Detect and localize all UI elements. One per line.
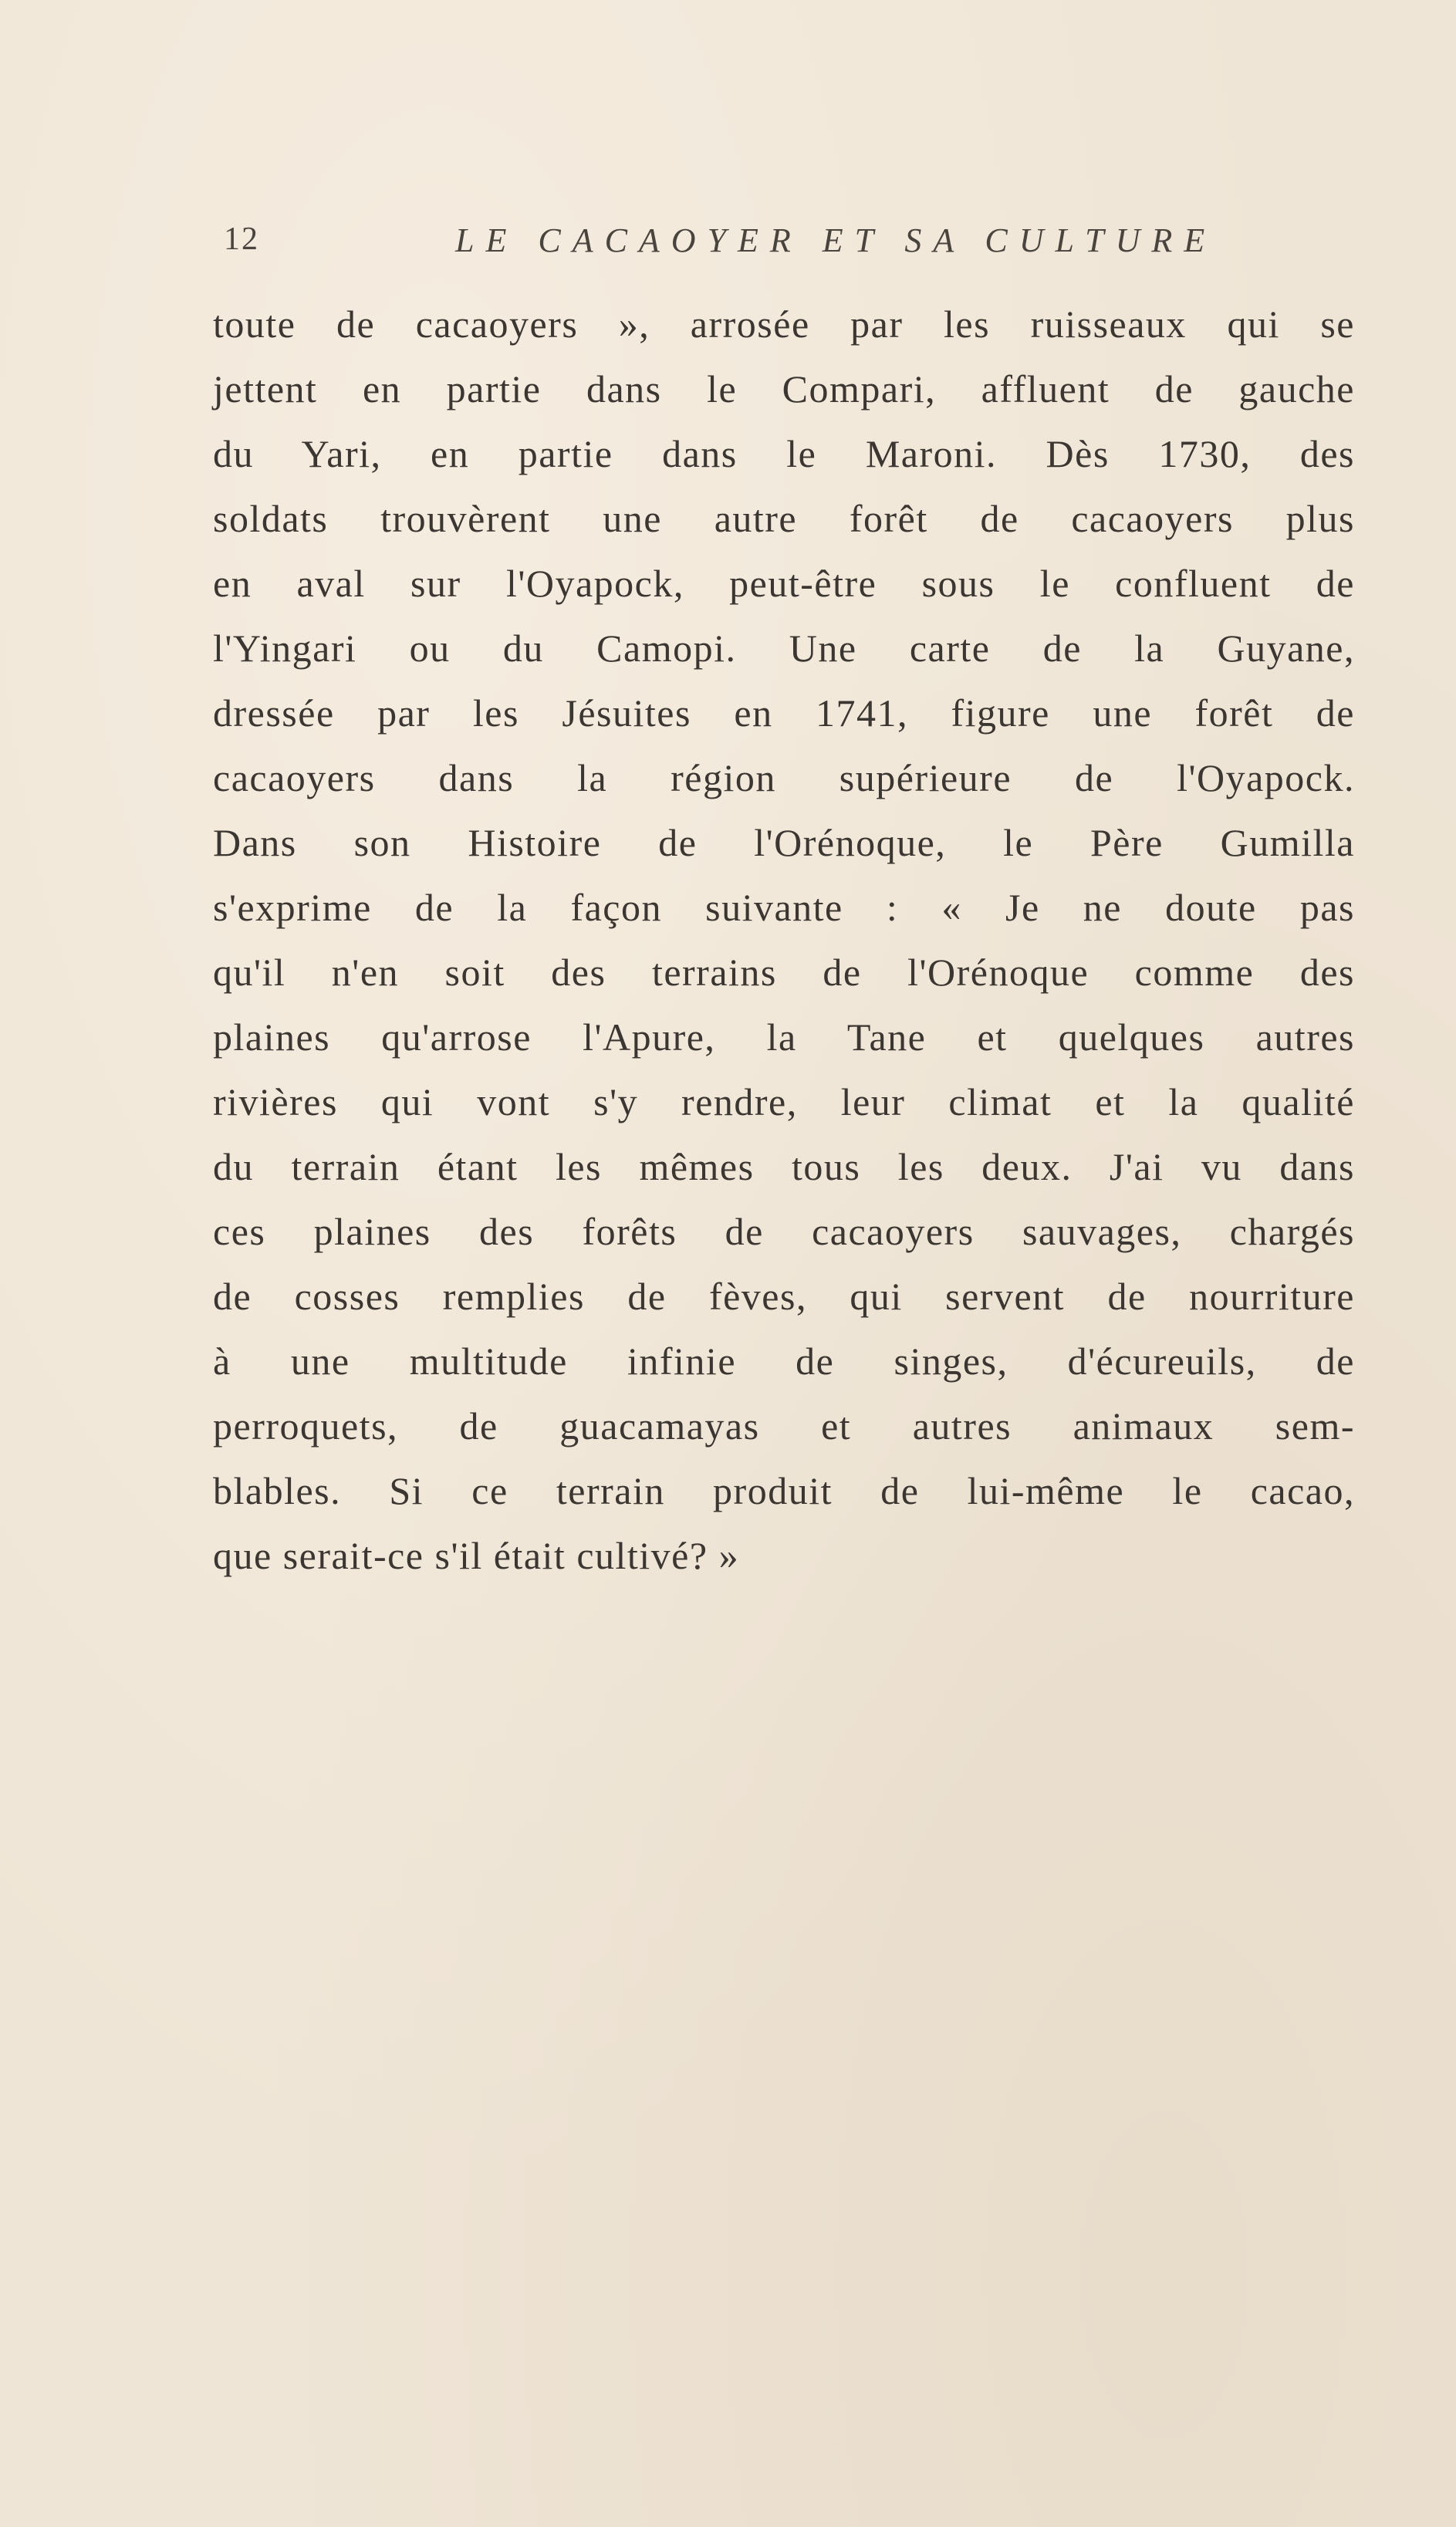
body-text: [213, 292, 1355, 1588]
text-line: jettent en partie dans le Compari, affluent de gauche: [213, 367, 1355, 410]
text-line: du terrain étant les mêmes tous les deux. J'ai vu dans: [213, 1145, 1355, 1188]
text-line: dressée par les Jésuites en 1741, figure une forêt de: [213, 691, 1355, 735]
text-line: blables. Si ce terrain produit de lui-même le cacao,: [213, 1469, 1355, 1512]
text-line: rivières qui vont s'y rendre, leur climat et la qualité: [213, 1080, 1355, 1123]
text-line: s'exprime de la façon suivante : « Je ne doute pas: [213, 886, 1355, 929]
text-line: Dans son Histoire de l'Orénoque, le Père Gumilla: [213, 821, 1355, 864]
text-line: cacaoyers dans la région supérieure de l'Oyapock.: [213, 756, 1355, 799]
text-line: l'Yingari ou du Camopi. Une carte de la Guyane,: [213, 627, 1355, 670]
text-line: à une multitude infinie de singes, d'écureuils, de: [213, 1340, 1355, 1383]
text-line: plaines qu'arrose l'Apure, la Tane et quelques autres: [213, 1015, 1355, 1059]
text-line: que serait-ce s'il était cultivé? »: [213, 1534, 740, 1577]
text-line: en aval sur l'Oyapock, peut-être sous le confluent de: [213, 562, 1355, 605]
text-line: perroquets, de guacamayas et autres animaux sem-: [213, 1404, 1355, 1448]
text-line: ces plaines des forêts de cacaoyers sauvages, chargés: [213, 1210, 1355, 1253]
text-line: toute de cacaoyers », arrosée par les ruisseaux qui se: [213, 302, 1355, 346]
text-line: soldats trouvèrent une autre forêt de cacaoyers plus: [213, 497, 1355, 540]
running-title: LE CACAOYER ET SA CULTURE: [455, 221, 1217, 259]
text-line: qu'il n'en soit des terrains de l'Orénoque comme des: [213, 951, 1355, 994]
page-number: 12: [224, 221, 259, 257]
page-header: [224, 221, 1350, 267]
text-line: de cosses remplies de fèves, qui servent de nourriture: [213, 1275, 1355, 1318]
text-line: du Yari, en partie dans le Maroni. Dès 1730, des: [213, 432, 1355, 475]
